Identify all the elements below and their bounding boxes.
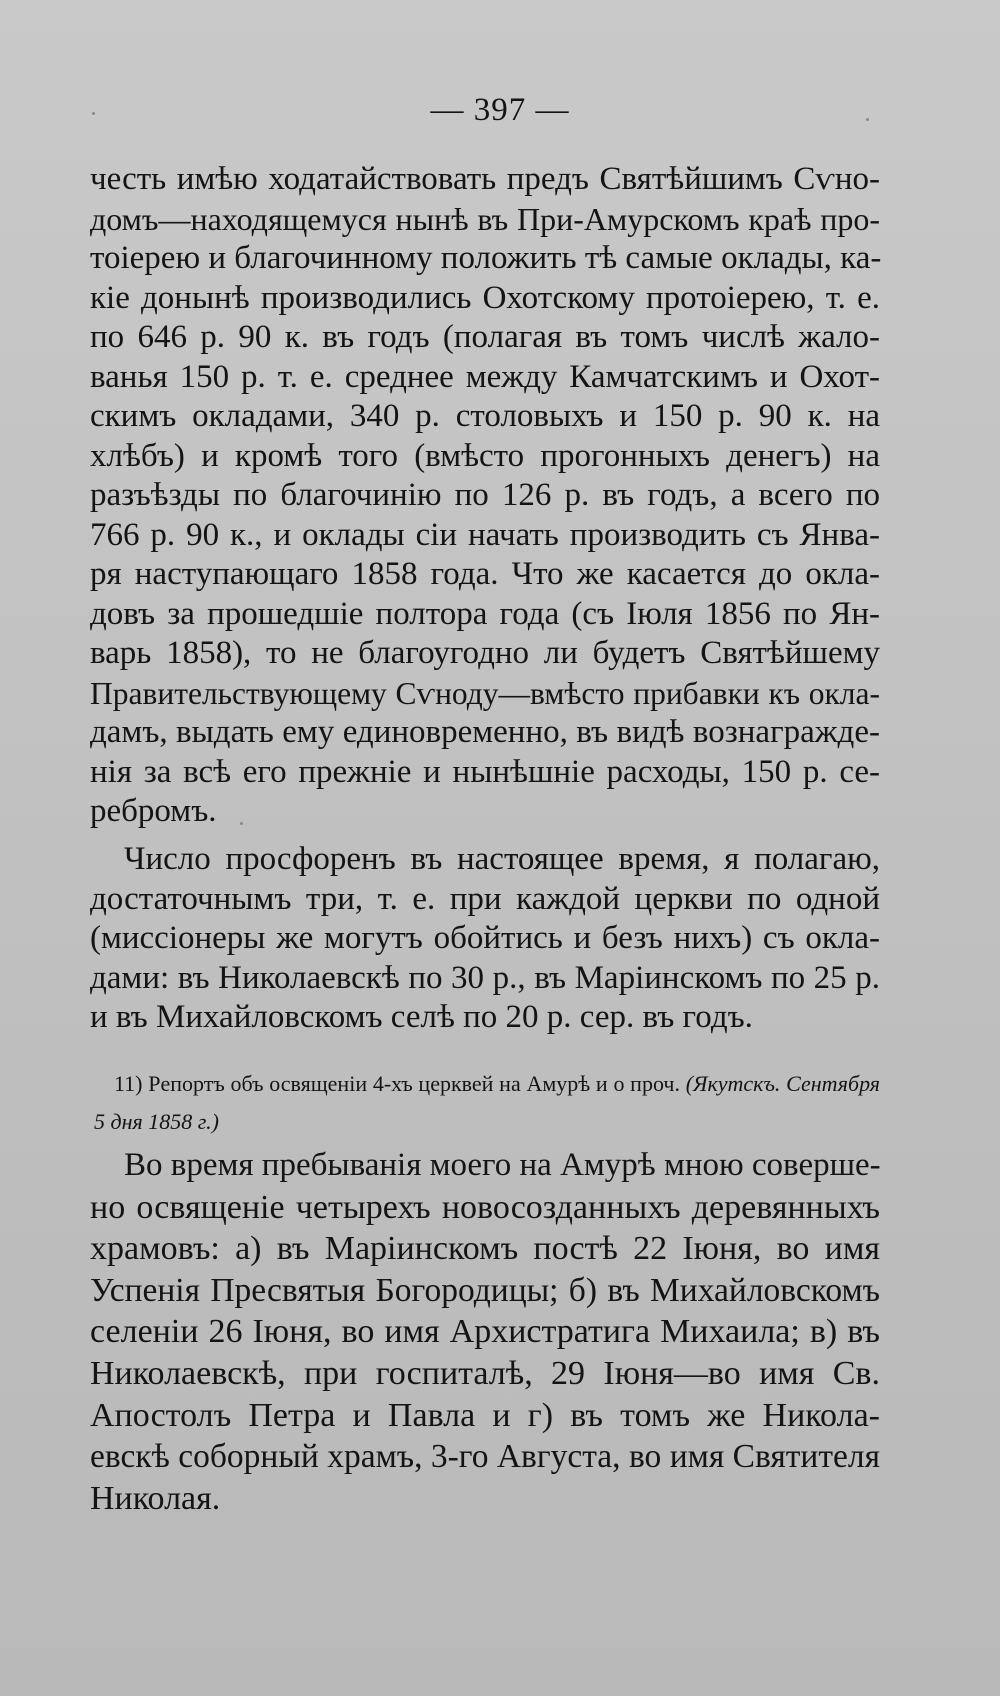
text-line: и въ Михайловскомъ селѣ по 20 р. сер. въ годъ. <box>90 999 753 1035</box>
text-line: Николаевскѣ, при госпиталѣ, 29 Іюня—во имя Св. <box>90 1354 880 1392</box>
text-line: варь 1858), то не благоугодно ли будетъ Святѣйшему <box>90 635 880 671</box>
paragraph-2 <box>90 840 880 1038</box>
paragraph-1 <box>90 160 880 832</box>
text-line: евскѣ соборный храмъ, 3-го Августа, во имя Святителя <box>90 1438 880 1476</box>
text-line: довъ за прошедшіе полтора года (съ Іюля 1856 по Ян- <box>90 595 880 632</box>
text-line: ребромъ. <box>90 793 217 829</box>
paper-speck <box>92 112 95 115</box>
footnote-line <box>94 1065 880 1103</box>
text-line: дами: въ Николаевскѣ по 30 р., въ Маріинскомъ по 25 р. <box>90 959 880 996</box>
text-line: Правительствующему Сѵноду—вмѣсто прибавки къ окла- <box>90 675 880 711</box>
text-line: разъѣзды по благочинію по 126 р. въ годъ, а всего по <box>90 477 880 513</box>
page-number: — 397 — <box>430 92 570 128</box>
text-line: Успенія Пресвятыя Богородицы; б) въ Михайловскомъ <box>90 1271 880 1309</box>
footnote-date: 5 дня 1858 г.) <box>94 1109 219 1134</box>
text-line: Во время пребыванія моего на Амурѣ мною соверше- <box>124 1147 881 1183</box>
text-line: тоіерею и благочинному положить тѣ самые оклады, ка- <box>90 240 882 276</box>
text-line: хлѣбъ) и кромѣ того (вмѣсто прогонныхъ денегъ) на <box>90 437 880 474</box>
text-line: кіе донынѣ производились Охотскому протоіерею, т. е. <box>90 279 880 316</box>
text-line: Николая. <box>90 1479 221 1517</box>
paper-speck <box>866 118 869 121</box>
text-line: (миссіонеры же могутъ обойтись и безъ нихъ) съ окла- <box>90 920 880 956</box>
text-line: по 646 р. 90 к. въ годъ (полагая въ томъ числѣ жало- <box>90 319 880 355</box>
text-line: ря наступающаго 1858 года. Что же касается до окла- <box>90 556 880 592</box>
text-line: ванья 150 р. т. е. среднее между Камчатскимъ и Охот- <box>90 358 880 395</box>
text-line: 766 р. 90 к., и оклады сіи начать производить съ Янва- <box>90 516 880 553</box>
text-line: но освященіе четырехъ новосозданныхъ деревянныхъ <box>90 1188 880 1226</box>
footnote-text: 11) Рeпортъ объ освященіи 4-хъ церквей на Амурѣ и о проч. <box>114 1071 680 1096</box>
footnote-source: (Якутскъ. Сентября <box>685 1071 881 1096</box>
paragraph-3 <box>90 1145 880 1519</box>
text-line: достаточнымъ три, т. е. при каждой церкви по одной <box>90 880 880 917</box>
text-line: скимъ окладами, 340 р. столовыхъ и 150 р. 90 к. на <box>90 398 880 434</box>
paper-speck <box>240 822 243 825</box>
footnote-line <box>94 1103 880 1141</box>
text-line: Апостолъ Петра и Павла и г) въ томъ же Никола- <box>90 1396 880 1434</box>
text-line: храмовъ: а) въ Маріинскомъ постѣ 22 Іюня, во имя <box>90 1230 880 1268</box>
text-line: селеніи 26 Іюня, во имя Архистратига Михаила; в) въ <box>90 1313 880 1351</box>
text-line: дамъ, выдать ему единовременно, въ видѣ вознагражде- <box>90 714 880 750</box>
text-line: Число просфоренъ въ настоящее время, я полагаю, <box>124 841 880 877</box>
text-line: нія за всѣ его прежніе и нынѣшніе расходы, 150 р. се- <box>90 753 880 790</box>
text-line: честь имѣю ходатайствовать предъ Святѣйшимъ Сѵно- <box>90 161 880 197</box>
text-line: домъ—находящемуся нынѣ въ При-Амурскомъ краѣ про- <box>90 200 880 237</box>
footnote <box>94 1065 880 1141</box>
